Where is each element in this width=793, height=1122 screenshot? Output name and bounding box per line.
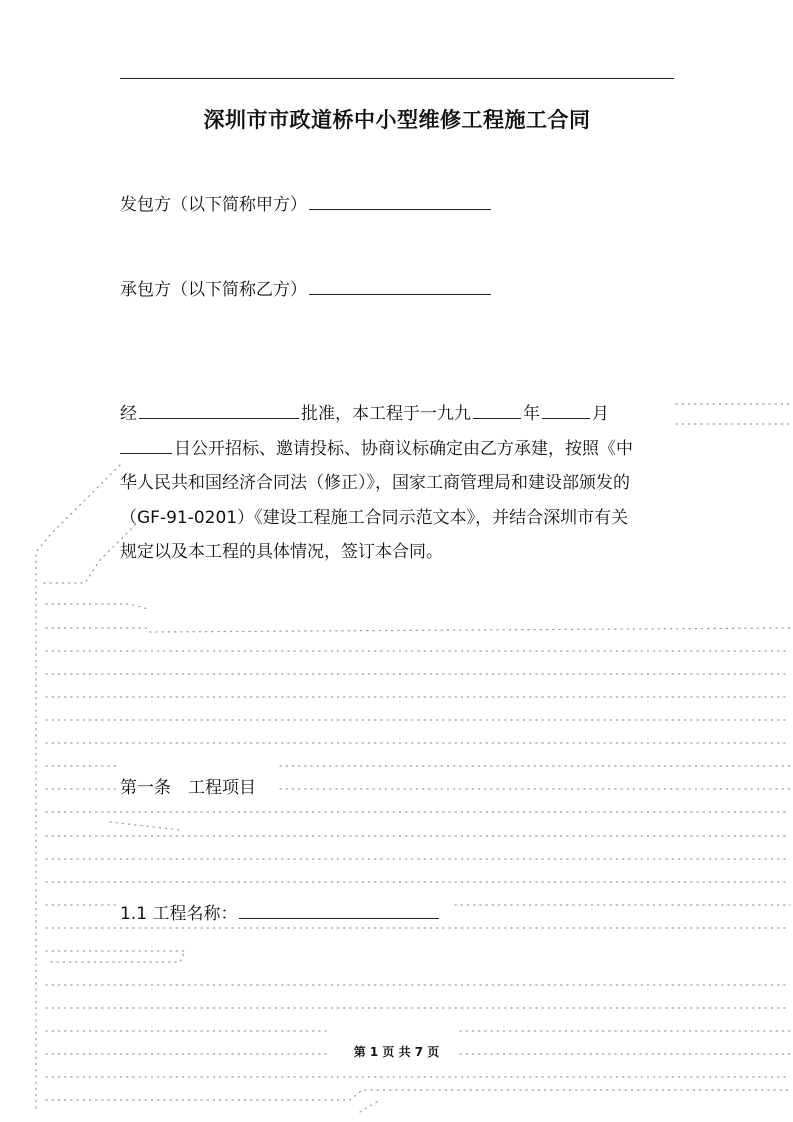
intro-line-4: （GF-91-0201）《建设工程施工合同示范文本》，并结合深圳市有关 [120, 507, 629, 528]
intro-text: 经 [120, 404, 137, 424]
day-field[interactable] [120, 435, 172, 454]
header-rule [120, 78, 674, 79]
project-name-label: 1.1 工程名称： [120, 904, 238, 924]
contractor-label: 承包方（以下简称乙方） [120, 280, 307, 300]
project-name-field[interactable] [239, 900, 439, 919]
page-title: 深圳市市政道桥中小型维修工程施工合同 [203, 108, 591, 132]
article-1-heading: 第一条 工程项目 [120, 778, 256, 798]
intro-text: 年 [523, 404, 540, 424]
page-number: 第 1 页 共 7 页 [353, 1045, 440, 1059]
contractor-name-field[interactable] [309, 276, 491, 295]
client-label: 发包方（以下简称甲方） [120, 195, 307, 215]
intro-line-1 [120, 397, 674, 432]
intro-paragraph [120, 397, 674, 570]
intro-line-5: 规定以及本工程的具体情况，签订本合同。 [120, 542, 443, 562]
item-1-1-line [120, 899, 441, 924]
year-field[interactable] [473, 400, 521, 419]
intro-line-2 [120, 432, 674, 467]
contractor-line [120, 275, 493, 300]
intro-text: 月 [592, 404, 609, 424]
month-field[interactable] [542, 400, 590, 419]
client-line [120, 190, 493, 215]
client-name-field[interactable] [309, 191, 491, 210]
intro-text: 日公开招标、邀请投标、协商议标确定由乙方承建，按照《中 [174, 438, 633, 459]
intro-text: 批准，本工程于一九九 [301, 404, 471, 424]
approval-authority-field[interactable] [139, 400, 299, 419]
intro-line-3: 华人民共和国经济合同法（修正）》，国家工商管理局和建设部颁发的 [120, 473, 630, 493]
